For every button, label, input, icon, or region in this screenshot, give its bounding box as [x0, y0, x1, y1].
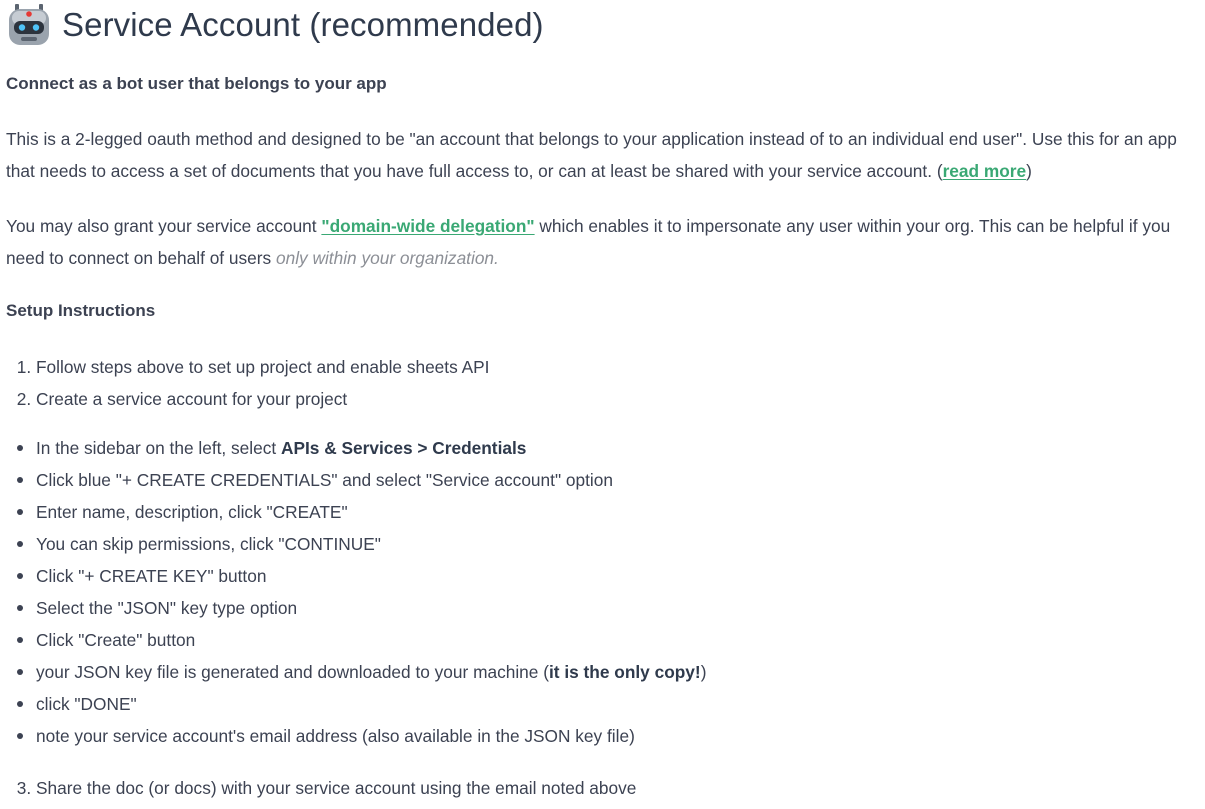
list-item: Click "Create" button: [36, 624, 706, 656]
delegation-text-before: You may also grant your service account: [6, 216, 322, 236]
service-account-bullets: [6, 432, 706, 752]
delegation-text-after: which enables it to impersonate any user within your org. This can be helpful if you need to connect on behalf of users: [6, 216, 1171, 268]
description-paragraph: [6, 123, 1198, 187]
list-item: Enter name, description, click "CREATE": [36, 496, 706, 528]
list-item: [36, 656, 706, 688]
bullet-text: your JSON key file is generated and downloaded to your machine (: [36, 662, 549, 682]
list-item: 3. Share the doc (or docs) with your service account using the email noted above: [36, 772, 636, 804]
setup-heading: Setup Instructions: [6, 301, 156, 320]
list-item: 2. Create a service account for your project: [36, 383, 489, 415]
list-item: click "DONE": [36, 688, 706, 720]
intro-subtitle: Connect as a bot user that belongs to your app: [6, 74, 387, 93]
title-row: [6, 2, 544, 48]
list-item: Select the "JSON" key type option: [36, 592, 706, 624]
bullet-end: ): [700, 662, 707, 682]
delegation-paragraph: [6, 210, 1198, 274]
list-item: Click blue "+ CREATE CREDENTIALS" and select "Service account" option: [36, 464, 706, 496]
bullet-text: In the sidebar on the left, select: [36, 438, 281, 458]
list-item: 1. Follow steps above to set up project and enable sheets API: [36, 351, 489, 383]
robot-icon: [6, 3, 52, 47]
description-end: ): [1026, 161, 1032, 181]
list-item: Click "+ CREATE KEY" button: [36, 560, 706, 592]
description-text: This is a 2-legged oauth method and designed to be "an account that belongs to your application instead of to an individual end user". Use this for an app that needs to access a set of documents that you have full access to, or can at least be shared with your service account. (: [6, 129, 1177, 181]
read-more-link[interactable]: read more: [942, 161, 1027, 181]
bullet-bold: it is the only copy!: [548, 662, 701, 682]
list-item: You can skip permissions, click "CONTINUE": [36, 528, 706, 560]
setup-steps-list: [6, 351, 489, 415]
page-title: Service Account (recommended): [62, 6, 544, 43]
domain-wide-delegation-link[interactable]: "domain-wide delegation": [321, 216, 535, 236]
delegation-end: .: [494, 248, 499, 268]
list-item: note your service account's email address (also available in the JSON key file): [36, 720, 706, 752]
delegation-italic: only within your organization: [275, 248, 495, 268]
list-item: [36, 432, 706, 464]
bullet-bold: APIs & Services > Credentials: [280, 438, 527, 458]
setup-steps-list-continued: [6, 772, 636, 804]
